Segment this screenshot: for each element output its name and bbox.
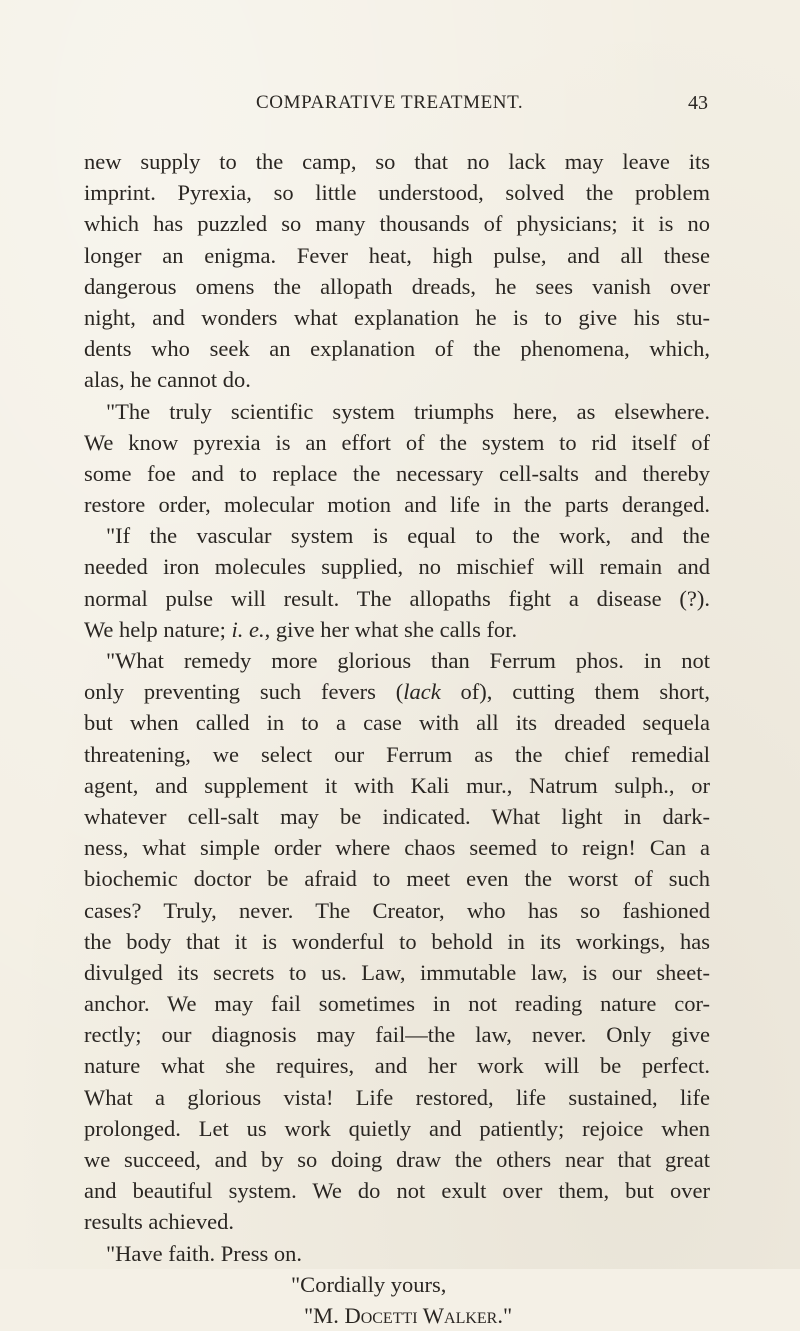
running-title: COMPARATIVE TREATMENT. [256,92,524,113]
text-line: What a glorious vista! Life restored, life sustained, life [84,1084,710,1110]
text-segment: , give her what she calls for. [264,616,518,642]
text-line: agent, and supplement it with Kali mur., Natrum sulph., or [84,772,710,798]
text-line: some foe and to replace the necessary cell-salts and thereby [84,460,710,486]
text-line: and beautiful system. We do not exult over them, but over [84,1178,710,1204]
text-line: divulged its secrets to us. Law, immutable law, is our sheet- [84,959,710,985]
page-number: 43 [688,92,708,114]
text-line: threatening, we select our Ferrum as the chief remedial [84,741,710,767]
running-header [84,92,708,122]
text-line: We know pyrexia is an effort of the system to rid itself of [84,429,710,455]
text-segment: We help nature; [84,616,232,642]
italic-abbreviation: i. e. [231,616,265,642]
text-line: which has puzzled so many thousands of physicians; it is no [84,211,710,237]
text-line: but when called in to a case with all its dreaded sequela [84,710,710,736]
text-line: anchor. We may fail sometimes in not reading nature cor- [84,991,710,1017]
text-line-mixed [84,614,710,645]
text-line: we succeed, and by so doing draw the others near that great [84,1147,710,1172]
body-text [84,146,710,1331]
text-line: dents who seek an explanation of the phenomena, which, [84,336,710,362]
closing-signature: "M. Docetti Walker." [304,1302,513,1328]
italic-word: lack [403,679,441,705]
text-line: the body that it is wonderful to behold in its workings, has [84,928,710,954]
text-line: longer an enigma. Fever heat, high pulse, and all these [84,242,710,268]
text-line: ness, what simple order where chaos seemed to reign! Can a [84,835,710,861]
text-line: needed iron molecules supplied, no mischief will remain and [84,554,710,580]
text-line: "If the vascular system is equal to the work, and the [106,523,710,549]
text-line: normal pulse will result. The allopaths fight a disease (?). [84,585,710,611]
text-line: "What remedy more glorious than Ferrum phos. in not [106,648,710,673]
text-line: "Have faith. Press on. [106,1240,303,1266]
text-line: imprint. Pyrexia, so little understood, solved the problem [84,180,710,206]
text-segment: of), cutting them short, [440,679,710,705]
text-line: dangerous omens the allopath dreads, he sees vanish over [84,273,710,299]
text-line: restore order, molecular motion and life in the parts deranged. [84,492,710,518]
text-line: night, and wonders what explanation he is to give his stu- [84,304,710,330]
closing-salutation: "Cordially yours, [291,1271,447,1297]
text-line: biochemic doctor be afraid to meet even the worst of such [84,866,710,892]
text-line: whatever cell-salt may be indicated. What light in dark- [84,803,710,829]
text-segment: only preventing such fevers ( [84,679,404,705]
text-line: alas, he cannot do. [84,367,251,393]
text-line: cases? Truly, never. The Creator, who has so fashioned [84,897,710,923]
text-line: nature what she requires, and her work will be perfect. [84,1053,710,1079]
text-line: rectly; our diagnosis may fail—the law, never. Only give [84,1022,710,1048]
text-line: results achieved. [84,1209,234,1235]
text-line: new supply to the camp, so that no lack may leave its [84,149,710,174]
text-line: prolonged. Let us work quietly and patiently; rejoice when [84,1115,710,1141]
text-line: "The truly scientific system triumphs here, as elsewhere. [106,398,710,424]
text-line-mixed [84,676,710,707]
